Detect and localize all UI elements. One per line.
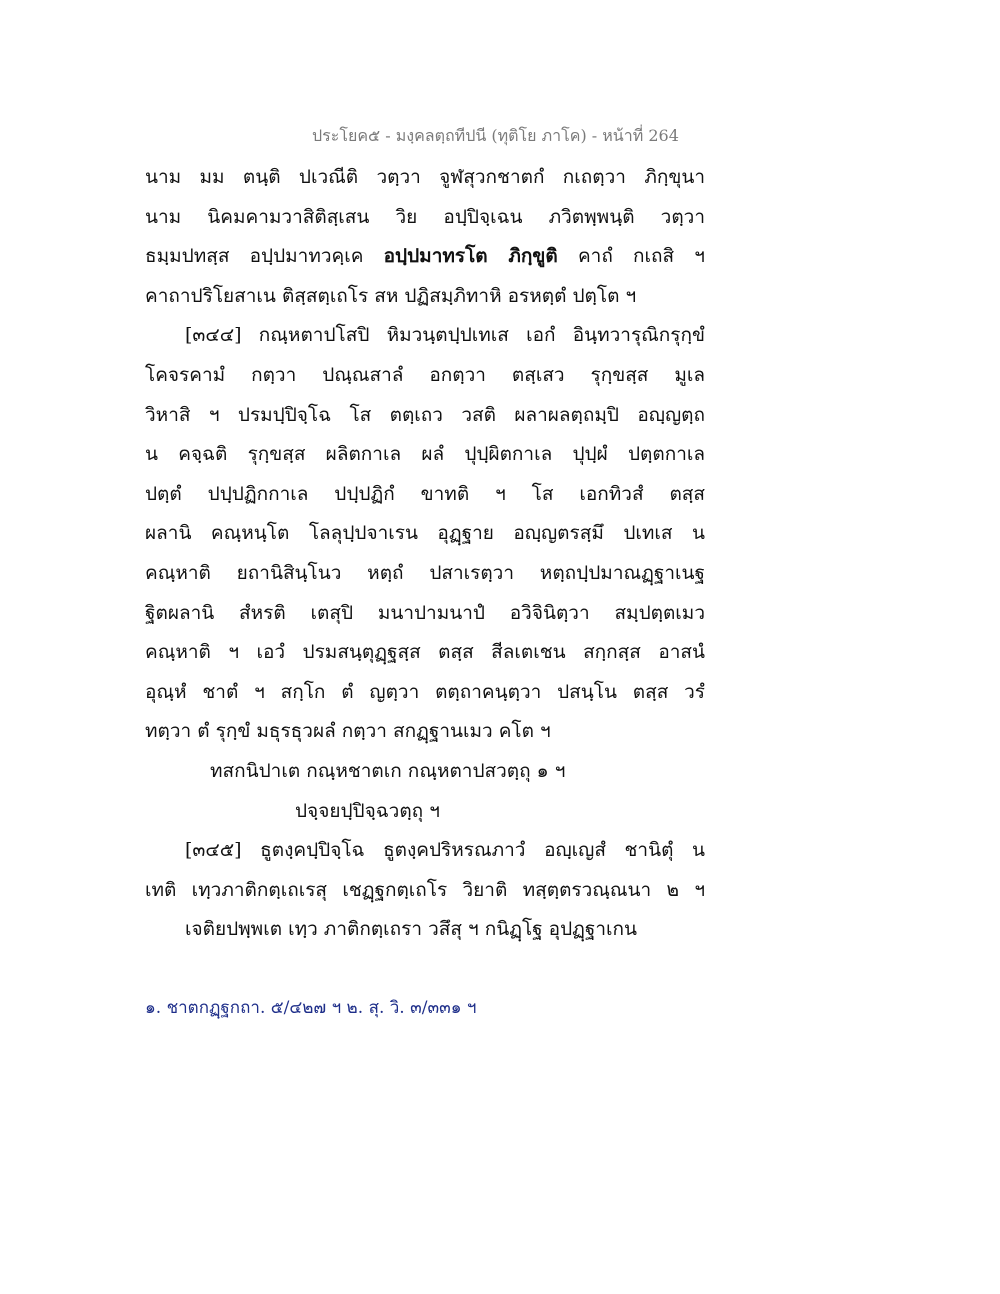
paragraph-line: ทตฺวา ตํ รุกฺขํ มธุรธุวผลํ กตฺวา สกฏฺฐานเมว คโต ฯ	[145, 720, 551, 743]
paragraph-line: นาม นิคมคามวาสิติสฺเสน วิย อปฺปิจฺเฉน ภวิตพฺพนฺติ วตฺวา	[145, 205, 705, 228]
paragraph-line: [๓๔๕] ธูตงฺคปฺปิจฺโฉ ธูตงฺคปริหรณภาวํ อญฺเญสํ ชานิตุํ น	[185, 839, 705, 862]
body-text	[145, 158, 705, 950]
paragraph-line: คาถาปริโยสาเน ติสฺสตฺเถโร สห ปฏิสมฺภิทาหิ อรหตฺตํ ปตฺโต ฯ	[145, 284, 637, 307]
paragraph-line: เทติ เทฺวภาติกตฺเถเรสุ เชฏฺฐกตฺเถโร วิยาติ ทสฺตฺตรวณฺณนา ๒ ฯ	[145, 878, 705, 901]
paragraph-line: นาม มม ตนฺติ ปเวณีติ วตฺวา จูฬสุวกชาตกํ กเถตฺวา ภิกฺขุนา	[145, 166, 705, 188]
paragraph-line: ปตฺตํ ปปฺปฏิกกาเล ปปฺปฏิกํ ขาทติ ฯ โส เอกทิวสํ ตสฺส	[145, 482, 705, 505]
paragraph-line: คณฺหาติ ยถานิสินฺโนว หตฺถํ ปสาเรตฺวา หตฺถปฺปมาณฏฺฐาเนฐ	[145, 561, 705, 584]
paragraph-line: โคจรคามํ กตฺวา ปณฺณสาลํ อกตฺวา ตสฺเสว รุกฺขสฺส มูเล	[145, 363, 705, 386]
footnote: ๑. ชาตกฏฺฐกถา. ๕/๔๒๗ ฯ ๒. สุ. วิ. ๓/๓๓๑ ฯ	[145, 998, 477, 1018]
line-segment: ธมฺมปทสฺส อปฺปมาทวคฺเค	[145, 245, 384, 268]
line-segment: คาถํ กเถสิ ฯ	[557, 245, 705, 268]
paragraph-line: น คจฺฉติ รุกฺขสฺส ผลิตกาเล ผลํ ปุปฺผิตกาเล ปุปฺผํ ปตฺตกาเล	[145, 443, 705, 466]
running-header: ประโยค๕ - มงฺคลตฺถทีปนี (ทุติโย ภาโค) - หน้าที่ 264	[312, 126, 679, 145]
paragraph-line: [๓๔๔] กณฺหตาปโสปิ หิมวนฺตปฺปเทเส เอกํ อินฺทวารุณิกรุกฺขํ	[185, 324, 705, 347]
paragraph-line: คณฺหาติ ฯ เอวํ ปรมสนฺตุฏฺฐสฺส ตสฺส สีลเตเชน สกฺกสฺส อาสนํ	[145, 641, 705, 664]
paragraph-line	[145, 237, 705, 277]
section-end-line: ทสกนิปาเต กณฺหชาตเก กณฺหตาปสวตฺถุ ๑ ฯ	[210, 759, 566, 782]
paragraph-line: อุณฺหํ ชาตํ ฯ สกฺโก ตํ ญตฺวา ตตฺถาคนฺตฺวา ปสนฺโน ตสฺส วรํ	[145, 680, 705, 703]
section-title: ปจฺจยปฺปิจฺฉวตฺถุ ฯ	[295, 799, 440, 822]
bold-verse-quote: อปฺปมาทรโต ภิกฺขูติ	[383, 245, 558, 268]
paragraph-line: เจติยปพฺพเต เทฺว ภาติกตฺเถรา วสึสุ ฯ กนิฏฺโฐ อุปฏฺฐาเกน	[185, 918, 638, 941]
paragraph-line: วิหาสิ ฯ ปรมปฺปิจฺโฉ โส ตตฺเถว วสติ ผลาผลตฺถมฺปิ อญฺญตฺถ	[145, 403, 705, 426]
paragraph-line: ฐิตผลานิ สํหรติ เตสุปิ มนาปามนาปํ อวิจินิตฺวา สมฺปตฺตเมว	[145, 601, 705, 624]
paragraph-line: ผลานิ คณฺหนฺโต โลลุปฺปจาเรน อุฏฺฐาย อญฺญตรสฺมึ ปเทเส น	[145, 522, 705, 545]
